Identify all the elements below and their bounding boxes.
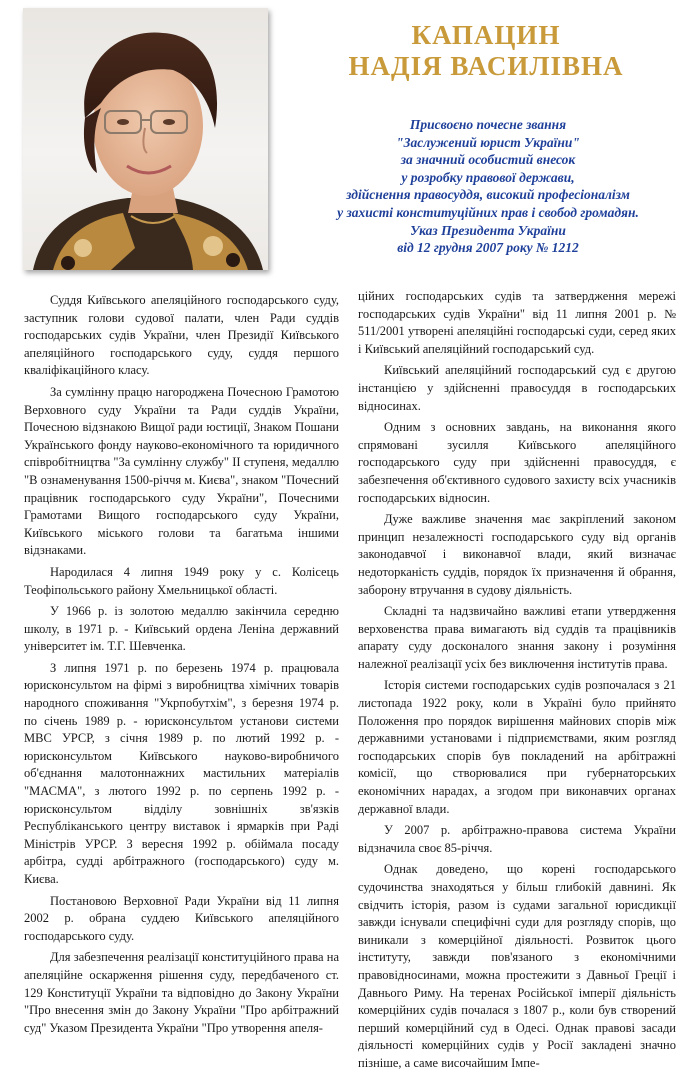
honor-line: Указ Президента України bbox=[410, 222, 566, 238]
honor-line: від 12 грудня 2007 року № 1212 bbox=[397, 240, 579, 256]
honor-line: Присвоєно почесне звання bbox=[409, 117, 567, 132]
paragraph: Однак доведено, що корені господарського судочинства знаходяться у більш глибокій давнині. Як свідчить історія, разом із судами загальної юрисдикції завжди існували специфічні суди для розгляду спорів, що виникали з комерційної діяльності. Розвиток цього інституту, завжди пов'язаного з економічними правовідносинами, можна простежити з Давньої Греції і Давнього Риму. На теренах Російської імперії діяльність комерційних судів почалася з 1807 р., коли був створений перший комерційний суд в Одесі. Однак правові засади діяльності комерційних судів у Росії закладені значно пізніше, а саме височайшим Імпе- bbox=[358, 862, 676, 1070]
paragraph: Постановою Верховної Ради України від 11 липня 2002 р. обрана суддею Київського апеляційного господарського суду. bbox=[24, 893, 339, 943]
paragraph: Київський апеляційний господарський суд є другою інстанцією у здійсненні правосуддя в господарських відносинах. bbox=[358, 363, 676, 413]
paragraph: Народилася 4 липня 1949 року у с. Колісець Теофіпольського району Хмельницької області. bbox=[24, 564, 339, 597]
paragraph: Суддя Київського апеляційного господарського суду, заступник голови судової палати, член Ради суддів господарських судів України, член Президії Київського апеляційного господарського суду, суддя першого кваліфікаційного класу. bbox=[24, 293, 339, 378]
paragraph: За сумлінну працю нагороджена Почесною Грамотою Верховного суду України та Ради суддів України, Почесною відзнакою Вищої ради юстиції, Знаком Пошани Українського фонду науково-економічного та юридичного співробітництва "За сумлінну службу" II ступеня, медаллю "В ознаменування 1500-річчя м. Києва", знаком "Почесний працівник господарського суду України", Почесними Грамотами Вищого господарського суду України, Київського міського голови та багатьма іншими відзнаками. bbox=[24, 384, 339, 558]
person-given-names: НАДІЯ ВАСИЛІВНА bbox=[348, 51, 624, 81]
paragraph: Дуже важливе значення має закріплений законом принцип незалежності господарського суду від органів законодавчої і виконавчої влади, який визначає недоторканість суддів, порядок їх призначення й обрання, заборону втручання в судову діяльність. bbox=[358, 512, 676, 597]
honor-line: за значний особистий внесок bbox=[400, 152, 576, 168]
honor-line: "Заслужений юрист України" bbox=[396, 134, 580, 150]
paragraph: Одним з основних завдань, на виконання якого спрямовані зусилля Київського апеляційного господарського суду при здійсненні правосуддя, є забезпечення об'єктивного судового захисту всіх учасників господарських відносин. bbox=[358, 420, 676, 505]
honor-line: у захисті конституційних прав і свобод громадян. bbox=[337, 204, 639, 220]
person-surname: КАПАЦИН bbox=[411, 20, 561, 50]
paragraph: У 1966 р. із золотою медаллю закінчила середню школу, в 1971 р. - Київський ордена Леніна державний університет ім. Т.Г. Шевченка. bbox=[24, 604, 339, 654]
person-name bbox=[290, 20, 682, 82]
paragraph: Складні та надзвичайно важливі етапи утвердження верховенства права вимагають від суддів та працівників апарату суду досконалого знання закону і розуміння належної реалізації усіх без виключення інститутів права. bbox=[358, 604, 676, 671]
biography-right-column bbox=[358, 288, 676, 1077]
biography-left-column bbox=[24, 292, 339, 1041]
honor-line: здійснення правосуддя, високий професіоналізм bbox=[346, 187, 630, 203]
portrait-illustration bbox=[23, 8, 268, 270]
paragraph: З липня 1971 р. по березень 1974 р. працювала юрисконсультом на фірмі з виробництва хімічних товарів народного споживання "Укрпобутхім", з березня 1974 р. по січень 1989 р. - юрисконсультом установи системи МВС УРСР, з січня 1989 р. по лютий 1992 р. - юрисконсультом Київського науково-виробничого об'єднання малотоннажних мастильних матеріалів "МАСМА", з лютого 1992 р. по серпень 1992 р. - юрисконсультом відділу зовнішніх зв'язків Республіканського центру виставок і ярмарків при Раді Міністрів УРСР. З вересня 1992 р. обіймала посаду арбітра, судді арбітражного (господарського) суду м. Києва. bbox=[24, 660, 339, 886]
paragraph: Для забезпечення реалізації конституційного права на апеляційне оскарження рішення суду, передбаченого ст. 129 Конституції України та відповідно до Закону України "Про внесення змін до Закону України "Про арбітражний суд" Указом Президента України "Про утворення апеля- bbox=[24, 950, 339, 1035]
paragraph: У 2007 р. арбітражно-правова система України відзначила своє 85-річчя. bbox=[358, 823, 676, 855]
paragraph-continuation: ційних господарських судів та затвердження мережі господарських судів України" від 11 липня 2001 р. № 511/2001 утворені апеляційні господарські суди, серед яких і Київський апеляційний господарський суд. bbox=[358, 289, 676, 356]
honor-line: у розробку правової держави, bbox=[401, 169, 575, 185]
honor-citation bbox=[300, 116, 676, 257]
paragraph: Історія системи господарських судів розпочалася з 21 листопада 1922 року, коли в Україні було прийнято Положення про порядок вирішення майнових спорів між державними установами і підприємствами, яким розгляд господарських спорів був покладений на арбітражні комісії, що створювалися при губернаторських економічних нарадах, а згодом при виконавчих органах державної влади. bbox=[358, 678, 676, 816]
portrait-photo bbox=[23, 8, 268, 270]
